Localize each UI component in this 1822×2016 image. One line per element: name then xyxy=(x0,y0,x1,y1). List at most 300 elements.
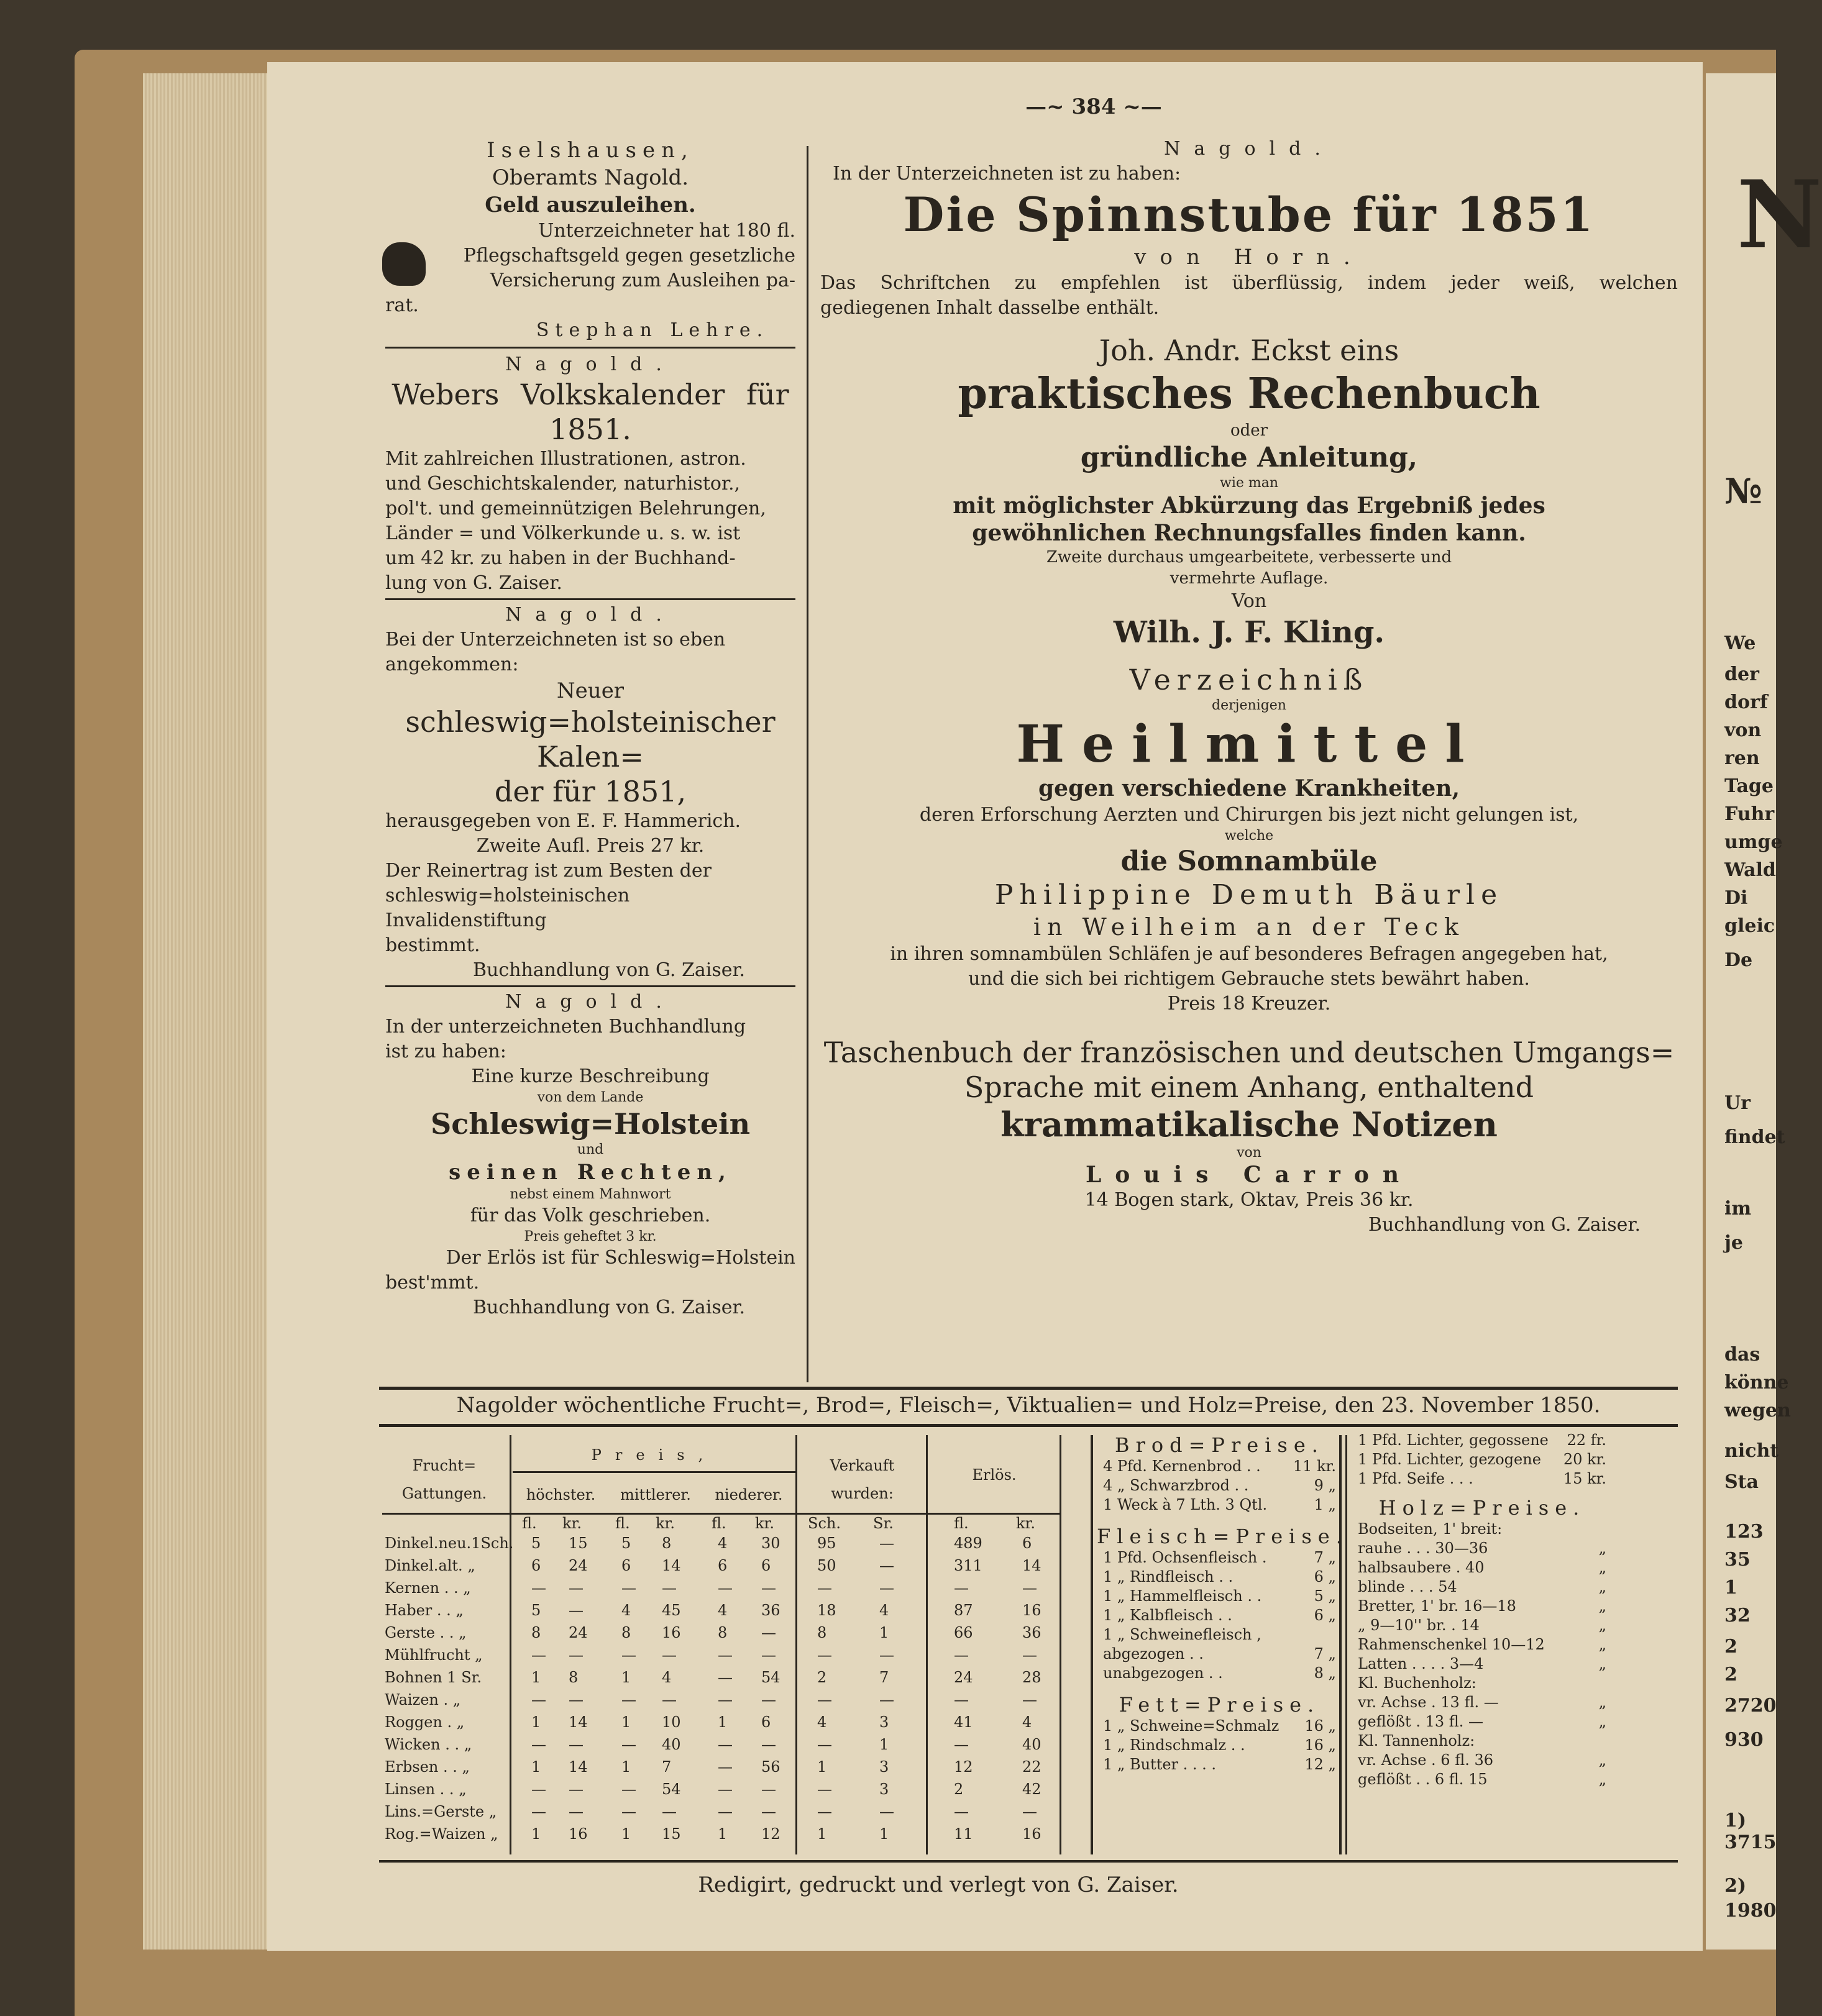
grain-value: 2 xyxy=(817,1669,827,1686)
price-value: „ xyxy=(1598,1617,1606,1634)
grain-value: 8 xyxy=(817,1624,827,1641)
price-label: geflößt . 13 fl. — xyxy=(1358,1713,1484,1730)
price-label: Kl. Buchenholz: xyxy=(1358,1674,1476,1692)
facing-page-text: Di xyxy=(1724,887,1748,909)
grain-name: Lins.=Gerste „ xyxy=(385,1803,497,1820)
ad-title: Schleswig=Holstein xyxy=(430,1107,751,1141)
price-item xyxy=(1352,1751,1613,1771)
book-head: Verzeichniß xyxy=(1129,663,1369,696)
grain-value: 42 xyxy=(1022,1781,1041,1798)
col-header-sold: Verkauft wurden: xyxy=(830,1457,895,1502)
grain-value: 2 xyxy=(954,1781,964,1798)
ad-line: nebst einem Mahnwort xyxy=(510,1187,671,1202)
grain-value: — xyxy=(569,1803,584,1820)
price-value: „ xyxy=(1598,1751,1606,1769)
grain-value: 15 xyxy=(569,1535,588,1552)
ad-body-line: Versicherung zum Ausleihen pa- xyxy=(490,270,795,291)
facing-page-text: umge xyxy=(1724,831,1783,853)
grain-value: 1 xyxy=(621,1669,631,1686)
facing-page-text: im xyxy=(1724,1198,1752,1220)
price-item xyxy=(1352,1713,1613,1732)
grain-value: — xyxy=(761,1691,776,1708)
price-item xyxy=(1097,1717,1342,1736)
price-value: „ xyxy=(1598,1694,1606,1711)
price-value: 6 „ xyxy=(1314,1568,1336,1585)
facing-page-text: der xyxy=(1724,664,1759,685)
ad-body-line: Zweite Aufl. Preis 27 kr. xyxy=(476,835,705,857)
ad-volkskalender xyxy=(385,352,795,596)
ad-place: Nagold. xyxy=(505,991,675,1013)
grain-value: — xyxy=(718,1646,733,1664)
grain-value: — xyxy=(761,1646,776,1664)
grain-value: — xyxy=(761,1803,776,1820)
ad-title: 1851. xyxy=(549,413,631,446)
grain-name: Linsen . . „ xyxy=(385,1781,467,1798)
grain-value: — xyxy=(531,1781,546,1798)
grain-value: — xyxy=(954,1579,969,1597)
book-author: von Horn. xyxy=(1134,245,1364,270)
ad-signature: Buchhandlung von G. Zaiser. xyxy=(472,1297,746,1318)
grain-value: — xyxy=(1022,1579,1037,1597)
book-title-taschenbuch: Taschenbuch der französischen und deutschen Umgangs= xyxy=(823,1036,1675,1069)
grain-value: — xyxy=(569,1736,584,1753)
ad-line: für das Volk geschrieben. xyxy=(470,1205,711,1226)
grain-value: — xyxy=(718,1579,733,1597)
wood-prices xyxy=(1352,1431,1613,1790)
section-rule xyxy=(379,1424,1678,1427)
price-item xyxy=(1352,1771,1613,1790)
price-label: 1 Pfd. Lichter, gegossene xyxy=(1358,1431,1549,1449)
ad-district: Oberamts Nagold. xyxy=(492,165,689,190)
grain-value: 4 xyxy=(662,1669,672,1686)
ad-body-line: pol't. und gemeinnützigen Belehrungen, xyxy=(385,498,766,519)
ad-body-line: um 42 kr. zu haben in der Buchhand- xyxy=(385,547,736,569)
price-label: 1 „ Schweine=Schmalz xyxy=(1103,1717,1280,1735)
ad-signature: Stephan Lehre. xyxy=(536,319,769,341)
price-value: 7 „ xyxy=(1314,1645,1336,1663)
book-line: mit möglichster Abkürzung das Ergebniß jedes xyxy=(953,493,1545,519)
ad-hammerich-kalender xyxy=(385,603,795,983)
grain-value: — xyxy=(817,1803,832,1820)
right-column xyxy=(820,137,1678,1238)
price-item xyxy=(1097,1568,1342,1587)
price-item xyxy=(1352,1539,1613,1559)
ad-place: Nagold. xyxy=(505,353,675,375)
grain-value: 1 xyxy=(879,1624,889,1641)
ad-separator xyxy=(385,985,795,987)
bread-title: Brod=Preise. xyxy=(1115,1433,1324,1457)
ad-line: Eine kurze Beschreibung xyxy=(471,1065,710,1087)
book-subtitle: gegen verschiedene Krankheiten, xyxy=(1038,775,1460,801)
ad-title: der für 1851, xyxy=(494,775,687,808)
grain-value: 8 xyxy=(621,1624,631,1641)
price-value: „ xyxy=(1598,1713,1606,1730)
facing-page-text: das xyxy=(1724,1344,1760,1366)
facing-page-text: Sta xyxy=(1724,1471,1759,1493)
grain-name: Dinkel.alt. „ xyxy=(385,1557,475,1574)
ad-body-line: Mit zahlreichen Illustrationen, astron. xyxy=(385,448,746,470)
grain-value: 95 xyxy=(817,1535,836,1552)
book-line: in Weilheim an der Teck xyxy=(1033,913,1465,941)
wood-title: Holz=Preise. xyxy=(1378,1496,1586,1520)
price-label: vr. Achse . 13 fl. — xyxy=(1358,1694,1499,1711)
price-item xyxy=(1352,1655,1613,1674)
grain-value: 24 xyxy=(954,1669,973,1686)
grain-value: — xyxy=(817,1646,832,1664)
price-item xyxy=(1097,1457,1342,1477)
price-item xyxy=(1097,1549,1342,1568)
grain-value: — xyxy=(761,1781,776,1798)
book-line: von xyxy=(1237,1145,1261,1161)
grain-value: — xyxy=(718,1691,733,1708)
page-number: —~ 384 ~— xyxy=(1025,94,1162,119)
price-label: Kl. Tannenholz: xyxy=(1358,1732,1475,1749)
grain-value: 4 xyxy=(879,1602,889,1619)
book-line: welche xyxy=(1224,828,1274,844)
price-label: unabgezogen . . xyxy=(1103,1664,1223,1682)
book-line: Von xyxy=(1231,590,1267,612)
grain-value: 8 xyxy=(718,1624,728,1641)
price-item xyxy=(1352,1578,1613,1597)
grain-value: — xyxy=(531,1579,546,1597)
price-label: halbsaubere . 40 xyxy=(1358,1559,1485,1576)
ad-body-line: Pflegschaftsgeld gegen gesetzliche xyxy=(463,245,795,267)
facing-page-text: Wald xyxy=(1724,859,1776,881)
price-label: Latten . . . . 3—4 xyxy=(1358,1655,1484,1672)
price-item xyxy=(1097,1626,1342,1645)
price-item xyxy=(1352,1617,1613,1636)
units-row: fl. kr. fl. kr. fl. kr. Sch. Sr. fl. kr. xyxy=(522,1515,1036,1532)
price-label: blinde . . . 54 xyxy=(1358,1578,1457,1595)
ad-body-line: und Geschichtskalender, naturhistor., xyxy=(385,473,741,495)
grain-value: 4 xyxy=(621,1602,631,1619)
grain-value: — xyxy=(621,1781,636,1798)
grain-value: 1 xyxy=(879,1736,889,1753)
grain-value: 66 xyxy=(954,1624,973,1641)
price-value: 22 fr. xyxy=(1567,1431,1606,1449)
facing-page-text: 32 xyxy=(1724,1605,1751,1626)
col-header-price: Preis, xyxy=(591,1446,717,1464)
price-item xyxy=(1352,1694,1613,1713)
price-item xyxy=(1097,1587,1342,1607)
book-line: oder xyxy=(1230,421,1268,440)
book-price: Preis 18 Kreuzer. xyxy=(1167,993,1331,1015)
grain-value: 12 xyxy=(761,1825,781,1843)
price-item xyxy=(1352,1597,1613,1617)
grain-value: — xyxy=(1022,1803,1037,1820)
grain-value: — xyxy=(621,1736,636,1753)
grain-name: Wicken . . „ xyxy=(385,1736,472,1753)
grain-value: 14 xyxy=(569,1758,588,1776)
grain-value: 4 xyxy=(718,1602,728,1619)
grain-value: — xyxy=(954,1646,969,1664)
grain-row xyxy=(382,1781,1361,1799)
price-value: 16 „ xyxy=(1304,1717,1336,1735)
grain-value: 40 xyxy=(1022,1736,1041,1753)
grain-value: — xyxy=(954,1736,969,1753)
grain-value: 14 xyxy=(1022,1557,1041,1574)
price-item xyxy=(1352,1674,1613,1694)
grain-value: 1 xyxy=(531,1713,541,1731)
facing-page-text: Tage xyxy=(1724,775,1774,797)
ad-intro: In der unterzeichneten Buchhandlung xyxy=(385,1016,746,1038)
grain-value: — xyxy=(621,1646,636,1664)
ad-iselshausen xyxy=(385,137,795,343)
book-line: vermehrte Auflage. xyxy=(1170,569,1329,588)
grain-value: 4 xyxy=(718,1535,728,1552)
price-label: 1 „ Rindfleisch . . xyxy=(1103,1568,1234,1585)
table-hrule xyxy=(513,1471,795,1473)
ad-signature: Buchhandlung von G. Zaiser. xyxy=(472,959,746,981)
price-label: 1 Pfd. Ochsenfleisch . xyxy=(1103,1549,1267,1566)
price-item xyxy=(1097,1496,1342,1515)
facing-page-text: De xyxy=(1724,949,1753,971)
price-value: 16 „ xyxy=(1304,1736,1336,1754)
grain-value: 8 xyxy=(662,1535,672,1552)
book-title-heilmittel: Heilmittel xyxy=(1016,714,1482,774)
grain-value: — xyxy=(817,1691,832,1708)
ad-title: Webers Volkskalender für xyxy=(391,378,789,411)
ad-intro: In der Unterzeichneten ist zu haben: xyxy=(833,163,1181,185)
grain-value: — xyxy=(718,1781,733,1798)
grain-row xyxy=(382,1803,1361,1821)
facing-page-text: von xyxy=(1724,719,1762,741)
price-item xyxy=(1097,1645,1342,1664)
price-value: 6 „ xyxy=(1314,1607,1336,1624)
grain-value: 54 xyxy=(761,1669,781,1686)
grain-value: 24 xyxy=(569,1557,588,1574)
grain-value: 489 xyxy=(954,1535,982,1552)
grain-value: — xyxy=(879,1803,894,1820)
price-value: 11 kr. xyxy=(1293,1457,1336,1475)
grain-value: — xyxy=(817,1781,832,1798)
ad-body-line: lung von G. Zaiser. xyxy=(385,572,562,594)
grain-value: — xyxy=(569,1691,584,1708)
book-line: Zweite durchaus umgearbeitete, verbesserte und xyxy=(1046,548,1452,567)
grain-value: 1 xyxy=(879,1825,889,1843)
price-value: „ xyxy=(1598,1771,1606,1788)
price-value: „ xyxy=(1598,1559,1606,1576)
grain-value: — xyxy=(718,1803,733,1820)
grain-value: — xyxy=(761,1579,776,1597)
facing-page-text: nicht xyxy=(1724,1440,1779,1462)
price-item xyxy=(1097,1736,1342,1756)
grain-name: Gerste . . „ xyxy=(385,1624,467,1641)
price-label: 1 Weck à 7 Lth. 3 Qtl. xyxy=(1103,1496,1268,1513)
grain-value: — xyxy=(621,1803,636,1820)
price-item xyxy=(1097,1477,1342,1496)
price-label: 1 Pfd. Lichter, gezogene xyxy=(1358,1451,1541,1468)
price-value: „ xyxy=(1598,1655,1606,1672)
grain-value: — xyxy=(817,1579,832,1597)
ad-heading: Geld auszuleihen. xyxy=(485,193,696,217)
ad-body-line: rat. xyxy=(385,294,419,316)
grain-value: — xyxy=(569,1579,584,1597)
ad-separator xyxy=(385,347,795,349)
book-text-line: Das Schriftchen zu empfehlen ist überflüssig, indem jeder weiß, welchen xyxy=(820,272,1678,294)
ad-line: Preis geheftet 3 kr. xyxy=(524,1229,657,1244)
grain-name: Dinkel.neu.1Sch. xyxy=(385,1535,514,1552)
book-title-spinnstube: Die Spinnstube für 1851 xyxy=(903,187,1595,242)
grain-value: 1 xyxy=(817,1825,827,1843)
section-rule xyxy=(379,1387,1678,1390)
price-item xyxy=(1097,1664,1342,1684)
price-value: „ xyxy=(1598,1597,1606,1615)
book-line: deren Erforschung Aerzten und Chirurgen bis jezt nicht gelungen ist, xyxy=(919,804,1579,826)
price-item xyxy=(1097,1756,1342,1775)
ad-schleswig-holstein xyxy=(385,990,795,1320)
ad-place: Nagold. xyxy=(505,604,675,626)
grain-value: 1 xyxy=(531,1669,541,1686)
price-label: 1 „ Butter . . . . xyxy=(1103,1756,1217,1773)
price-value: 20 kr. xyxy=(1563,1451,1606,1468)
price-item xyxy=(1352,1451,1613,1470)
grain-value: — xyxy=(761,1736,776,1753)
ad-intro: ist zu haben: xyxy=(385,1041,506,1062)
price-item xyxy=(1352,1431,1613,1451)
grain-value: — xyxy=(761,1624,776,1641)
bread-meat-fat-prices xyxy=(1097,1429,1348,1775)
facing-page-text: 2 xyxy=(1724,1664,1737,1685)
price-label: 1 Pfd. Seife . . . xyxy=(1358,1470,1473,1487)
grain-value: 18 xyxy=(817,1602,836,1619)
ad-body-line: Der Erlös ist für Schleswig=Holstein xyxy=(446,1247,795,1269)
grain-value: 12 xyxy=(954,1758,973,1776)
grain-value: 36 xyxy=(761,1602,781,1619)
grain-value: 30 xyxy=(761,1535,781,1552)
book-line: derjenigen xyxy=(1212,698,1286,713)
facing-page-text: wegen xyxy=(1724,1400,1791,1421)
ad-body-line: Unterzeichneter hat 180 fl. xyxy=(538,220,795,242)
grain-value: — xyxy=(662,1646,677,1664)
facing-page-text: 35 xyxy=(1724,1549,1751,1571)
price-label: 1 „ Schweinefleisch , xyxy=(1103,1626,1261,1643)
grain-value: 5 xyxy=(531,1535,541,1552)
col-header-low: niederer. xyxy=(715,1486,783,1503)
ad-title: schleswig=holsteinischer Kalen= xyxy=(405,705,776,773)
grain-name: Bohnen 1 Sr. xyxy=(385,1669,482,1686)
grain-value: 8 xyxy=(569,1669,579,1686)
grain-value: 5 xyxy=(621,1535,631,1552)
grain-name: Haber . . „ xyxy=(385,1602,464,1619)
ad-title: seinen Rechten, xyxy=(449,1160,732,1185)
book-info: 14 Bogen stark, Oktav, Preis 36 kr. xyxy=(1084,1189,1414,1211)
facing-page-text: findet xyxy=(1724,1126,1785,1148)
price-item xyxy=(1352,1559,1613,1578)
grain-value: — xyxy=(531,1736,546,1753)
book-line: wie man xyxy=(1219,475,1279,491)
imprint-footer: Redigirt, gedruckt und verlegt von G. Zaiser. xyxy=(698,1872,1179,1897)
price-label: rauhe . . . 30—36 xyxy=(1358,1539,1488,1557)
price-value: 1 „ xyxy=(1314,1496,1336,1513)
ad-body-line: bestimmt. xyxy=(385,934,480,956)
grain-value: 1 xyxy=(621,1758,631,1776)
ad-place: Iselshausen, xyxy=(487,138,694,163)
facing-page-text: könne xyxy=(1724,1372,1789,1393)
price-value: 9 „ xyxy=(1314,1477,1336,1494)
grain-value: 41 xyxy=(954,1713,973,1731)
price-label: „ 9—10'' br. . 14 xyxy=(1358,1617,1480,1634)
grain-value: 1 xyxy=(718,1825,728,1843)
book-line: die Somnambüle xyxy=(1120,846,1378,877)
grain-name: Erbsen . . „ xyxy=(385,1758,470,1776)
pointing-hand-icon xyxy=(382,242,426,286)
price-title: Nagolder wöchentliche Frucht=, Brod=, Fleisch=, Viktualien= und Holz=Preise, den 23. November 1850. xyxy=(456,1393,1601,1418)
price-value: 12 „ xyxy=(1304,1756,1336,1773)
price-value: 5 „ xyxy=(1314,1587,1336,1605)
price-value: 7 „ xyxy=(1314,1549,1336,1566)
grain-value: 16 xyxy=(569,1825,588,1843)
price-item xyxy=(1352,1520,1613,1539)
col-header-proceeds: Erlös. xyxy=(972,1466,1017,1484)
grain-value: 50 xyxy=(817,1557,836,1574)
ad-body-line: Länder = und Völkerkunde u. s. w. ist xyxy=(385,522,741,544)
grain-value: — xyxy=(718,1758,733,1776)
book-line: in ihren somnambülen Schläfen je auf besonderes Befragen angegeben hat, xyxy=(890,943,1608,965)
price-label: 1 „ Hammelfleisch . . xyxy=(1103,1587,1262,1605)
grain-value: — xyxy=(817,1736,832,1753)
grain-value: 10 xyxy=(662,1713,681,1731)
book-line: und die sich bei richtigem Gebrauche stets bewährt haben. xyxy=(968,968,1530,990)
facing-page-text: 2) xyxy=(1724,1875,1747,1897)
ad-body-line: best'mmt. xyxy=(385,1272,480,1293)
facing-page-text: 930 xyxy=(1724,1729,1764,1751)
grain-value: — xyxy=(1022,1646,1037,1664)
grain-value: — xyxy=(954,1803,969,1820)
book-author: Wilh. J. F. Kling. xyxy=(1113,615,1385,650)
grain-value: — xyxy=(954,1691,969,1708)
fat-title: Fett=Preise. xyxy=(1119,1693,1321,1717)
grain-value: 28 xyxy=(1022,1669,1041,1686)
ad-line: und xyxy=(577,1142,604,1157)
price-item xyxy=(1352,1470,1613,1489)
price-item xyxy=(1097,1607,1342,1626)
ad-intro: Bei der Unterzeichneten ist so eben xyxy=(385,629,726,650)
section-rule xyxy=(379,1860,1678,1863)
facing-page-text: je xyxy=(1724,1232,1743,1254)
book-title-taschenbuch: Sprache mit einem Anhang, enthaltend xyxy=(964,1070,1534,1104)
ad-body-line: Der Reinertrag ist zum Besten der xyxy=(385,860,712,882)
price-label: Bretter, 1' br. 16—18 xyxy=(1358,1597,1516,1615)
newspaper-page xyxy=(267,62,1703,1951)
grain-value: 3 xyxy=(879,1781,889,1798)
col-header-grain: Frucht= Gattungen. xyxy=(401,1457,487,1502)
grain-value: 6 xyxy=(718,1557,728,1574)
price-label: 1 „ Rindschmalz . . xyxy=(1103,1736,1245,1754)
grain-value: 15 xyxy=(662,1825,681,1843)
grain-value: — xyxy=(569,1602,584,1619)
grain-value: 3 xyxy=(879,1713,889,1731)
ad-body-line: schleswig=holsteinischen Invalidenstiftung xyxy=(385,885,630,931)
facing-page-text: N xyxy=(1737,160,1822,270)
grain-value: 16 xyxy=(662,1624,681,1641)
book-title-notizen: krammatikalische Notizen xyxy=(1000,1105,1498,1144)
grain-value: 6 xyxy=(761,1713,771,1731)
grain-value: — xyxy=(662,1691,677,1708)
grain-value: — xyxy=(531,1691,546,1708)
grain-value: — xyxy=(531,1646,546,1664)
facing-page-text: 1 xyxy=(1724,1577,1737,1599)
grain-value: — xyxy=(879,1557,894,1574)
ad-line: von dem Lande xyxy=(537,1090,644,1105)
book-subtitle: gründliche Anleitung, xyxy=(1080,442,1418,473)
meat-title: Fleisch=Preise. xyxy=(1097,1525,1348,1548)
facing-page-text: 3715 xyxy=(1724,1831,1777,1853)
left-column xyxy=(385,137,795,1320)
grain-value: 22 xyxy=(1022,1758,1041,1776)
grain-value: 87 xyxy=(954,1602,973,1619)
grain-name: Mühlfrucht „ xyxy=(385,1646,483,1664)
